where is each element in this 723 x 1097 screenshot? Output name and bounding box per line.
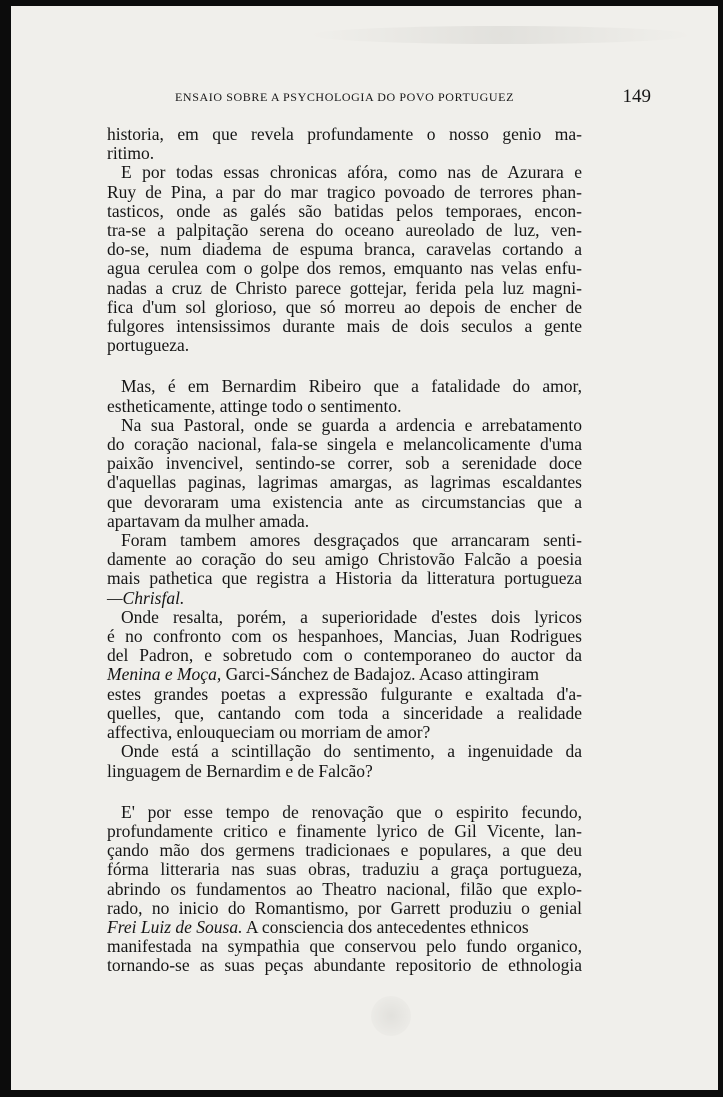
text-line: linguagem de Bernardim e de Falcão? xyxy=(107,760,373,781)
text-line: nadas a cruz de Christo parece gottejar, ferida pela luz magni- xyxy=(107,277,582,298)
text-line: que devoraram uma existencia ante as circumstancias que a xyxy=(107,491,582,512)
text-line: çando mão dos germens tradicionaes e populares, a que deu xyxy=(107,840,582,861)
page-header xyxy=(91,88,651,112)
text-line: d'aquellas paginas, lagrimas amargas, as lagrimas escaldantes xyxy=(107,472,582,493)
text-line: fórma litteraria nas suas obras, traduziu a graça portugueza, xyxy=(107,859,582,880)
text-line: profundamente critico e finamente lyrico de Gil Vicente, lan- xyxy=(107,820,582,841)
text-line: fulgores intensissimos durante mais de dois seculos a gente xyxy=(107,316,582,337)
text-line: Onde resalta, porém, a superioridade d'estes dois lyricos xyxy=(121,606,582,627)
text-line: paixão invencivel, sentindo-se correr, sob a serenidade doce xyxy=(107,453,582,474)
text-line: manifestada na sympathia que conservou pelo fundo organico, xyxy=(107,936,582,957)
text-line: tornando-se as suas peças abundante repositorio de ethnologia xyxy=(107,955,582,976)
text-line: del Padron, e sobretudo com o contemporaneo do auctor da xyxy=(107,645,582,666)
page-number: 149 xyxy=(622,86,651,107)
scan-smudge xyxy=(371,996,411,1036)
text-line: tasticos, onde as galés são batidas pelos temporaes, encon- xyxy=(107,200,582,221)
text-line: affectiva, enlouqueciam ou morriam de amor? xyxy=(107,722,431,743)
text-line: portugueza. xyxy=(107,335,190,356)
text-line: estes grandes poetas a expressão fulgurante e exaltada d'a- xyxy=(107,683,582,704)
text-line xyxy=(107,918,582,937)
text-fragment: A consciencia dos antecedentes ethnicos xyxy=(242,916,529,937)
book-title: Frei Luiz de Sousa. xyxy=(107,916,243,937)
text-line: E por todas essas chronicas afóra, como nas de Azurara e xyxy=(121,162,582,183)
text-line: estheticamente, attinge todo o sentimento. xyxy=(107,395,402,416)
text-line: rado, no inicio do Romantismo, por Garrett produziu o genial xyxy=(107,897,582,918)
paragraph-gap xyxy=(107,355,582,377)
text-line: é no confronto com os hespanhoes, Mancias, Juan Rodrigues xyxy=(107,626,582,647)
text-line: do coração nacional, fala-se singela e melancolicamente d'uma xyxy=(107,434,582,455)
text-line: E' por esse tempo de renovação que o espirito fecundo, xyxy=(121,801,582,822)
text-line: Onde está a scintillação do sentimento, a ingenuidade da xyxy=(121,741,582,762)
text-line: do-se, num diadema de espuma branca, caravelas cortando a xyxy=(107,239,582,260)
text-line: mais pathetica que registra a Historia da litteratura portugueza xyxy=(107,568,582,589)
text-line: ritimo. xyxy=(107,143,155,164)
text-line: agua cerulea com o golpe dos remos, emquanto nas velas enfu- xyxy=(107,258,582,279)
text-line: abrindo os fundamentos ao Theatro nacional, filão que explo- xyxy=(107,878,582,899)
text-line xyxy=(107,665,582,684)
running-title: ENSAIO SOBRE A PSYCHOLOGIA DO POVO PORTUGUEZ xyxy=(175,90,515,104)
text-line: historia, em que revela profundamente o nosso genio ma- xyxy=(107,124,582,144)
scan-smudge xyxy=(311,26,691,44)
text-line: Foram tambem amores desgraçados que arrancaram senti- xyxy=(121,530,582,551)
text-line: tra-se a palpitação serena do oceano aureolado de luz, ven- xyxy=(107,220,582,241)
text-fragment: Garci-Sánchez de Badajoz. Acaso attingiram xyxy=(221,664,539,685)
text-line: apartavam da mulher amada. xyxy=(107,510,310,531)
paragraph-gap xyxy=(107,781,582,803)
book-title: Menina e Moça, xyxy=(107,664,222,685)
text-line: quelles, que, cantando com toda a sinceridade a realidade xyxy=(107,702,582,723)
text-line: damente ao coração do seu amigo Christovão Falcão a poesia xyxy=(107,549,582,570)
text-line: —Chrisfal. xyxy=(107,587,185,608)
text-line: fica d'um sol glorioso, que só morreu ao depois de encher de xyxy=(107,296,582,317)
text-line: Na sua Pastoral, onde se guarda a ardencia e arrebatamento xyxy=(121,414,582,435)
text-line: Mas, é em Bernardim Ribeiro que a fatalidade do amor, xyxy=(121,376,582,397)
text-line: Ruy de Pina, a par do mar tragico povoado de terrores phan- xyxy=(107,181,582,202)
body-text xyxy=(107,125,582,976)
